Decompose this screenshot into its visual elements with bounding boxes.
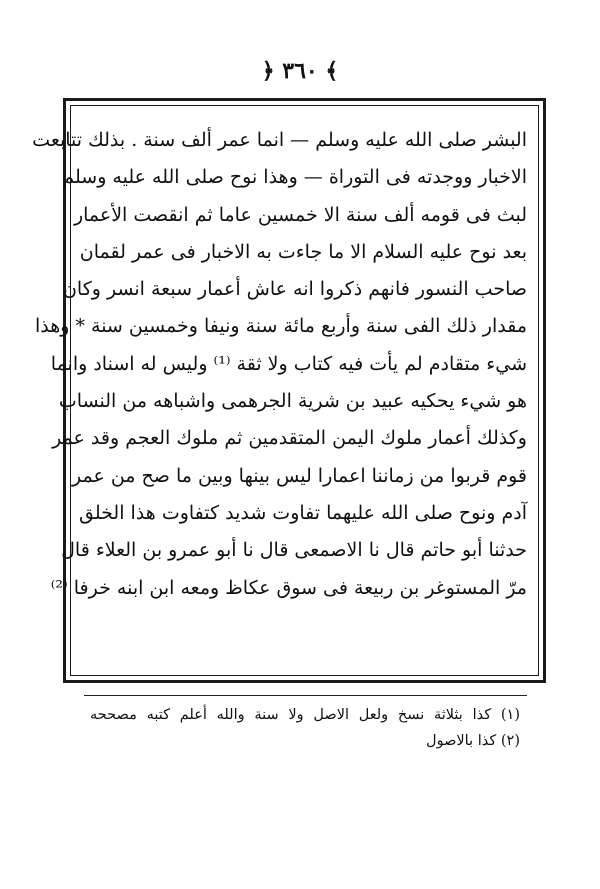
text-line-2: الاخبار ووجدته فى التوراة — وهذا نوح صلى الله عليه وسلم	[62, 166, 527, 189]
footnote-2: (٢) كذا بالاصول	[426, 733, 520, 749]
text-line-5: صاحب النسور فانهم ذكروا انه عاش أعمار سبعة انسر وكان	[62, 278, 527, 301]
text-line-1: البشر صلى الله عليه وسلم — انما عمر ألف سنة . بذلك تتابعت	[32, 129, 527, 151]
text-line-3: لبث فى قومه ألف سنة الا خمسين عاما ثم انقصت الأعمار	[73, 203, 527, 226]
footnotes-block	[90, 702, 520, 754]
text-line-8: هو شيء يحكيه عبيد بن شرية الجرهمى واشباهه من النساب	[58, 390, 527, 413]
text-line-4: بعد نوح عليه السلام الا ما جاءت به الاخبار فى عمر لقمان	[79, 240, 527, 263]
text-line-7: شيء متقادم لم يأت فيه كتاب ولا ثقة ⁽¹⁾ وليس له اسناد وانما	[50, 352, 527, 375]
text-line-11: آدم ونوح صلى الله عليهما تفاوت شديد كتفاوت هذا الخلق	[79, 501, 527, 524]
text-line-12: حدثنا أبو حاتم قال نا الاصمعى قال نا أبو عمرو بن العلاء قال	[61, 539, 527, 562]
main-text-block	[32, 122, 527, 607]
page-number: ﴿ ٣٦٠ ﴾	[261, 58, 339, 84]
footnote-1: (١) كذا بثلاثة نسخ ولعل الاصل ولا سنة والله أعلم كتبه مصححه	[90, 707, 520, 723]
text-line-10: قوم قربوا من زماننا اعمارا ليس بينها وبين ما صح من عمر	[72, 464, 527, 487]
text-line-13: مرّ المستوغر بن ربيعة فى سوق عكاظ ومعه ابن ابنه خرفا ⁽²⁾	[50, 576, 527, 599]
text-line-6: مقدار ذلك الفى سنة وأربع مائة سنة ونيفا وخمسين سنة * وهذا	[34, 315, 527, 338]
text-line-9: وكذلك أعمار ملوك اليمن المتقدمين ثم ملوك العجم وقد عمر	[52, 427, 527, 450]
footnote-separator	[84, 695, 527, 696]
